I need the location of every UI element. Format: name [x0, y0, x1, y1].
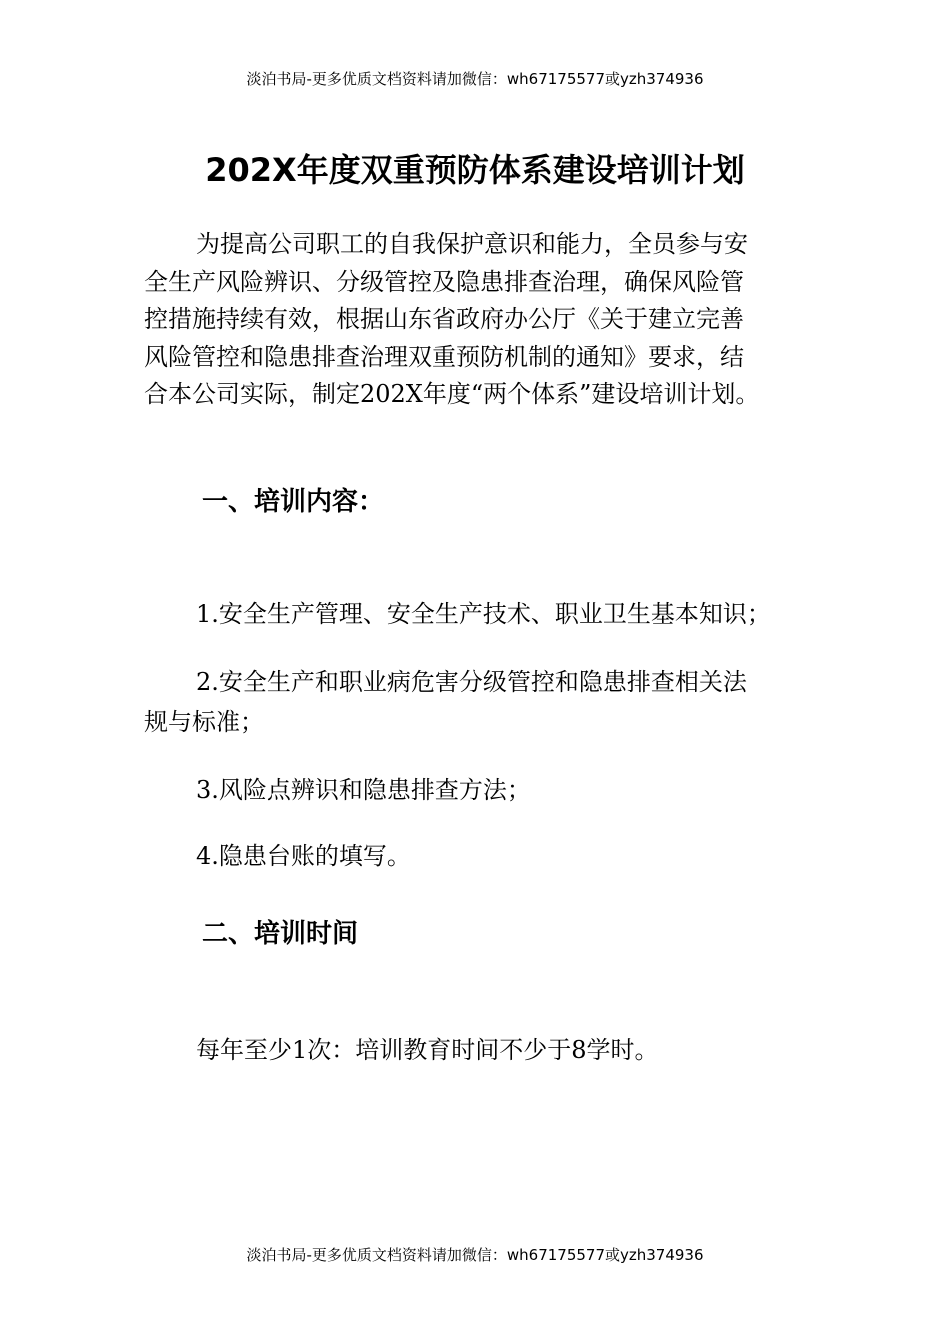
item-line: 3.风险点辨识和隐患排查方法；	[196, 776, 531, 804]
training-item-3	[144, 770, 804, 810]
training-time-text	[144, 1030, 804, 1070]
item-line: 2.安全生产和职业病危害分级管控和隐患排查相关法	[196, 668, 747, 696]
item-line: 4.隐患台账的填写。	[196, 842, 411, 870]
training-item-4	[144, 836, 804, 876]
training-item-1	[144, 594, 804, 634]
intro-paragraph	[144, 226, 786, 414]
intro-line: 控措施持续有效，根据山东省政府办公厅《关于建立完善	[144, 305, 744, 333]
section-heading-content: 一、培训内容：	[202, 487, 385, 517]
page-footer-watermark: 淡泊书局-更多优质文档资料请加微信：wh67175577或yzh374936	[246, 1246, 704, 1264]
intro-line: 风险管控和隐患排查治理双重预防机制的通知》要求，结	[144, 342, 744, 371]
section-heading-time: 二、培训时间	[202, 919, 359, 949]
page-header-watermark: 淡泊书局-更多优质文档资料请加微信：wh67175577或yzh374936	[246, 70, 704, 88]
training-item-2	[144, 662, 804, 742]
intro-line: 为提高公司职工的自我保护意识和能力，全员参与安	[196, 230, 748, 258]
time-line: 每年至少1次：培训教育时间不少于8学时。	[196, 1036, 659, 1064]
document-title: 202X年度双重预防体系建设培训计划	[205, 151, 745, 189]
item-line: 规与标准；	[144, 708, 264, 736]
intro-line: 全生产风险辨识、分级管控及隐患排查治理，确保风险管	[144, 267, 744, 296]
intro-line: 合本公司实际，制定202X年度“两个体系”建设培训计划。	[144, 380, 760, 408]
item-line: 1.安全生产管理、安全生产技术、职业卫生基本知识；	[196, 600, 771, 628]
